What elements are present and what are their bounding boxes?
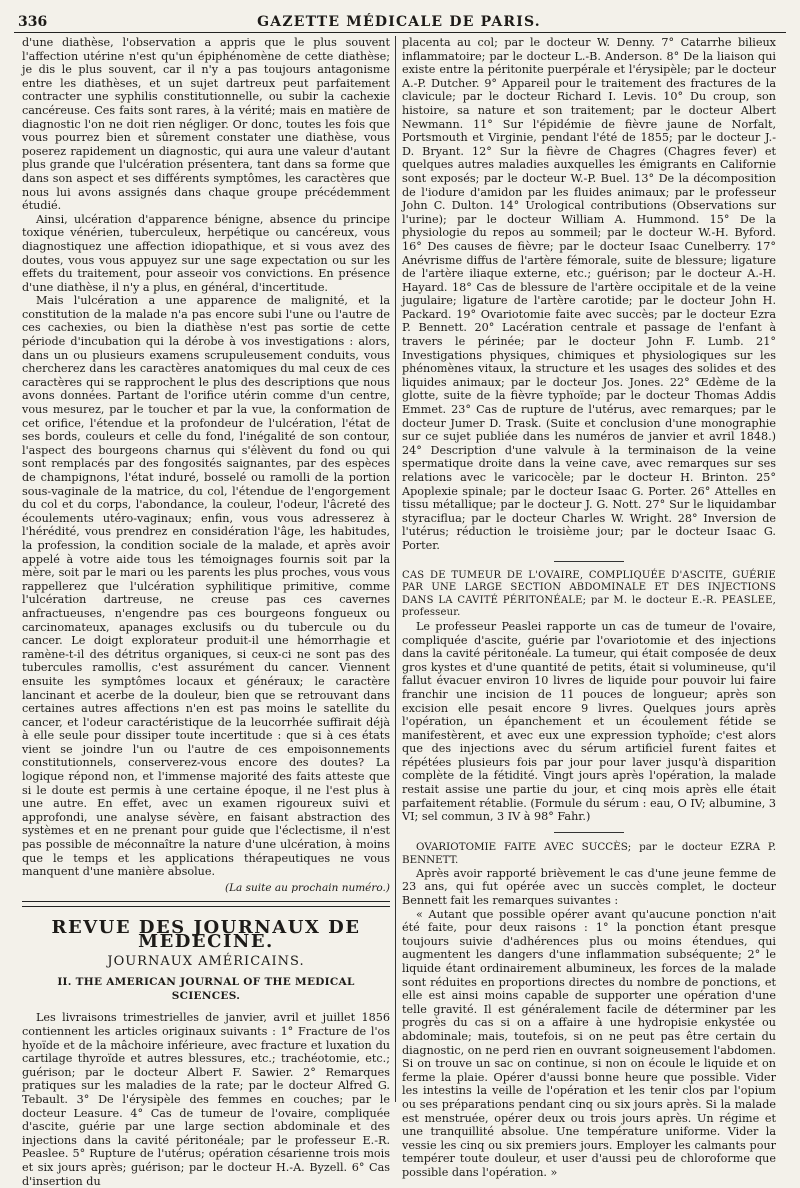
journal-heading: II. THE AMERICAN JOURNAL OF THE MEDICAL SCIENCES.: [57, 976, 355, 1002]
section-subtitle: JOURNAUX AMÉRICAINS.: [107, 953, 305, 969]
left-column: [22, 36, 390, 1188]
header-rule: [14, 32, 786, 33]
page-number: 336: [18, 14, 48, 30]
separator: [554, 832, 624, 833]
separator: [554, 561, 624, 562]
page-header: [12, 0, 786, 30]
column-divider: [395, 36, 396, 1102]
article-paragraph: d'une diathèse, l'observation a appris que le plus souvent l'affection utérine n'est qu'un épiphénomène de cette diathèse; je dis le plus souvent, car il n'y a pas toujours antagonisme entre les diathèses, et un sujet dartreux peut parfaitement contracter une syphilis constitutionnelle, ou subir la cachexie cancéreuse. Ces faits sont rares, à la vérité; mais en matière de diagnostic l'on ne doit rien négliger. Or donc, toutes les fois que vous pourrez bien et sûrement constater une diathèse, vous poserez rapidement un diagnostic, qui aura une valeur d'autant plus grande que l'ulcération présentera, tant dans sa forme que dans son aspect et ses différents symptômes, les caractères que nous lui avons assignés dans chaque groupe précédemment étudié.: [22, 36, 390, 213]
article-paragraph: placenta au col; par le docteur W. Denny. 7° Catarrhe bilieux inflammatoire; par le docteur L.-B. Anderson. 8° De la liaison qui existe entre la péritonite puerpérale et l'érysipèle; par le docteur A.-P. Dutcher. 9° Appareil pour le traitement des fractures de la clavicule; par le docteur Richard I. Levis. 10° Du croup, son histoire, sa nature et son traitement; par le docteur Albert Newmann. 11° Sur l'épidémie de fièvre jaune de Norfalt, Portsmouth et Virginie, pendant l'été de 1855; par le docteur J.-D. Bryant. 12° Sur la fièvre de Chagres (Chagres fever) et quelques autres maladies auxquelles les émigrants en Californie sont exposés; par le docteur W.-P. Buel. 13° De la décomposition de l'iodure d'amidon par les fluides animaux; par le professeur John C. Dulton. 14° Urological contributions (Observations sur l'urine); par le docteur William A. Hummond. 15° De la physiologie du repos au sommeil; par le docteur W.-H. Byford. 16° Des causes de fièvre; par le docteur Isaac Cunelberry. 17° Anévrisme diffus de l'artère fémorale, suite de blessure; ligature de l'artère iliaque externe, etc.; guérison; par le docteur A.-H. Hayard. 18° Cas de blessure de l'artère occipitale et de la veine jugulaire; ligature de l'artère carotide; par le docteur John H. Packard. 19° Ovariotomie faite avec succès; par le docteur Ezra P. Bennett. 20° Lacération centrale et passage de l'enfant à travers le périnée; par le docteur John F. Lumb. 21° Investigations physiques, chimiques et physiologiques sur les phénomènes vitaux, la structure et les usages des solides et des liquides animaux; par le docteur Jos. Jones. 22° Œdème de la glotte, suite de la fièvre typhoïde; par le docteur Thomas Addis Emmet. 23° Cas de rupture de l'utérus, avec remarques; par le docteur Jumer D. Trask. (Suite et conclusion d'une monographie sur ce sujet publiée dans les numéros de janvier et avril 1848.) 24° Description d'une valvule à la terminaison de la veine spermatique droite dans la veine cave, avec remarques sur ses relations avec le varicocèle; par le docteur H. Brinton. 25° Apoplexie spinale; par le docteur Isaac G. Porter. 26° Attelles en tissu métallique; par le docteur J. G. Nott. 27° Sur le liquidambar styraciflua; par le docteur Charles W. Wright. 28° Inversion de l'utérus; réduction le troisième jour; par le docteur Isaac G. Porter.: [402, 36, 776, 552]
continued-note: (La suite au prochain numéro.): [224, 881, 390, 894]
article-paragraph: Le professeur Peaslei rapporte un cas de tumeur de l'ovaire, compliquée d'ascite, guérie par l'ovariotomie et des injections dans la cavité péritonéale. La tumeur, qui était composée de deux gros kystes et d'une quantité de petits, était si volumineuse, qu'il fallut évacuer environ 10 livres de liquide pour pouvoir lui faire franchir une incision de 11 pouces de longueur; après son excision elle pesait encore 9 livres. Quelques jours après l'opération, un épanchement et un écoulement fétide se manifestèrent, et avec eux une expression typhoïde; c'est alors que des injections avec du sérum artificiel furent faites et répétées plusieurs fois par jour pour laver jusqu'à disparition complète de la fétidité. Vingt jours après l'opération, la malade restait assise une partie du jour, et cinq mois après elle était parfaitement rétablie. (Formule du sérum : eau, O IV; albumine, 3 VI; sel commun, 3 IV à 98° Fahr.): [402, 619, 777, 824]
article-paragraph: « Autant que possible opérer avant qu'aucune ponction n'ait été faite, pour deux raisons : 1° la ponction étant presque toujours suivie d'adhérences plus ou moins étendues, qui augmentent les dangers d'une inflammation subséquente; 2° le liquide étant ordinairement albumineux, les forces de la malade sont réduites en proportions directes du nombre de ponctions, et elle est ainsi moins capable de supporter une opération d'une telle gravité. Il est généralement facile de déterminer par les progrès du cas si on a affaire à une hydropisie enkystée ou abdominale; mais, toutefois, si on ne peut pas être certain du diagnostic, on ne perd rien en ouvrant soigneusement l'abdomen. Si on trouve un sac on continue, si non on écoule le liquide et on ferme la plaie. Opérer d'aussi bonne heure que possible. Vider les intestins la veille de l'opération et les tenir clos par l'opium ou ses préparations pendant cinq ou six jours après. Si la malade est menstruée, opérer deux ou trois jours après. Un régime et une tranquillité absolue. Une température uniforme. Vider la vessie les cinq ou six premiers jours. Employer les calmants pour tempérer toute douleur, et user d'aussi peu de chloroforme que possible dans l'opération. »: [402, 907, 776, 1179]
article-paragraph: Les livraisons trimestrielles de janvier, avril et juillet 1856 contiennent les articles originaux suivants : 1° Fracture de l'os hyoïde et de la mâchoire inférieure, avec fracture et luxation du cartilage thyroïde et autres blessures, etc.; trachéotomie, etc.; guérison; par le docteur Albert F. Sawier. 2° Remarques pratiques sur les maladies de la rate; par le docteur Alfred G. Tebault. 3° De l'érysipèle des femmes en couches; par le docteur Leasure. 4° Cas de tumeur de l'ovaire, compliquée d'ascite, guérie par une large section abdominale et des injections dans la cavité péritonéale; par le professeur E.-R. Peaslee. 5° Rupture de l'utérus; opération césarienne trois mois et six jours après; guérison; par le docteur H.-A. Byzell. 6° Cas d'insertion du: [22, 1011, 390, 1188]
article-paragraph: Ainsi, ulcération d'apparence bénigne, absence du principe toxique vénérien, tuberculeux, herpétique ou cancéreux, vous diagnostiquez une affection idiopathique, et si vous avez des doutes, vous vous appuyez sur une sage expectation ou sur les effets du traitement, pour asseoir vos convictions. En présence d'une diathèse, il n'y a plus, en général, d'incertitude.: [22, 212, 390, 294]
article-paragraph: Après avoir rapporté brièvement le cas d'une jeune femme de 23 ans, qui fut opérée avec un succès complet, le docteur Bennett fait les remarques suivantes :: [402, 866, 776, 908]
case-heading: OVARIOTOMIE FAITE AVEC SUCCÈS; par le docteur EZRA P. BENNETT.: [402, 840, 776, 866]
section-title: REVUE DES JOURNAUX DE MÉDECINE.: [51, 917, 361, 952]
article-paragraph: Mais l'ulcération a une apparence de malignité, et la constitution de la malade n'a pas encore subi l'une ou l'autre de ces cachexies, ou bien la diathèse n'est pas sortie de cette période d'incubation qui la dérobe à vos investigations : alors, dans un ou plusieurs examens scrupuleusement conduits, vous chercherez dans les caractères anatomiques du mal ceux de ces caractères qui se rapprochent le plus des descriptions que nous avons données. Partant de l'orifice utérin comme d'un centre, vous mesurez, par le toucher et par la vue, la conformation de cet orifice, l'étendue et la profondeur de l'ulcération, l'état de ses bords, couleurs et celle du fond, l'inégalité de son contour, l'aspect des bourgeons charnus qui s'élèvent du fond ou qui sont remplacés par des fongosités saignantes, par des espèces de champignons, l'état induré, bosselé ou ramolli de la portion sous-vaginale de la matrice, du col, l'étendue de l'engorgement du col et du corps, l'abondance, la couleur, l'odeur, l'âcreté des écoulements utéro-vaginaux; enfin, vous vous adresserez à l'hérédité, vous prendrez en considération l'âge, les habitudes, la profession, la condition sociale de la malade, et après avoir appelé à votre aide tous les témoignages fournis soit par la mère, soit par le mari ou les parents les plus proches, vous vous rappellerez que l'ulcération syphilitique primitive, comme l'ulcération dartreuse, ne creuse pas ces cavernes anfractueuses, n'engendre pas ces bourgeons fongueux ou carcinomateux, apanages exclusifs ou du tubercule ou du cancer. Le doigt explorateur produit-il une hémorrhagie et ramène-t-il des détritus organiques, si ceux-ci ne sont pas des tubercules ramollis, c'est assurément du cancer. Viennent ensuite les symptômes locaux et généraux; le caractère lancinant et acerbe de la douleur, bien que se retrouvant dans certaines autres affections n'en est pas moins le satellite du cancer, et l'odeur caractéristique de la leucorrhée suffirait déjà à elle seule pour dissiper toute incertitude : que si à ces états vient se joindre l'un ou l'autre de ces empoisonnements constitutionnels, conserverez-vous encore des doutes? La logique répond non, et l'immense majorité des faits atteste que si le doute est permis à une certaine époque, il ne l'est plus à une autre. En effet, avec un examen rigoureux suivi et approfondi, une analyse sévère, en faisant abstraction des systèmes et en ne prenant pour guide que l'éclectisme, il n'est pas possible de méconnaître la nature d'une ulcération, à moins que le temps et les applications thérapeutiques ne vous manquent d'une manière absolue.: [22, 294, 390, 879]
section-rule: [22, 901, 390, 902]
right-column: [402, 36, 777, 1179]
journal-title: GAZETTE MÉDICALE DE PARIS.: [257, 14, 541, 30]
case-heading: CAS DE TUMEUR DE L'OVAIRE, COMPLIQUÉE D'ASCITE, GUÉRIE PAR UNE LARGE SECTION ABDOMINALE ET DES INJECTIONS DANS LA CAVITÉ PÉRITONÉALE; par M. le docteur E.-R. PEASLEE, professeur.: [402, 569, 776, 619]
section-rule: [22, 906, 390, 907]
